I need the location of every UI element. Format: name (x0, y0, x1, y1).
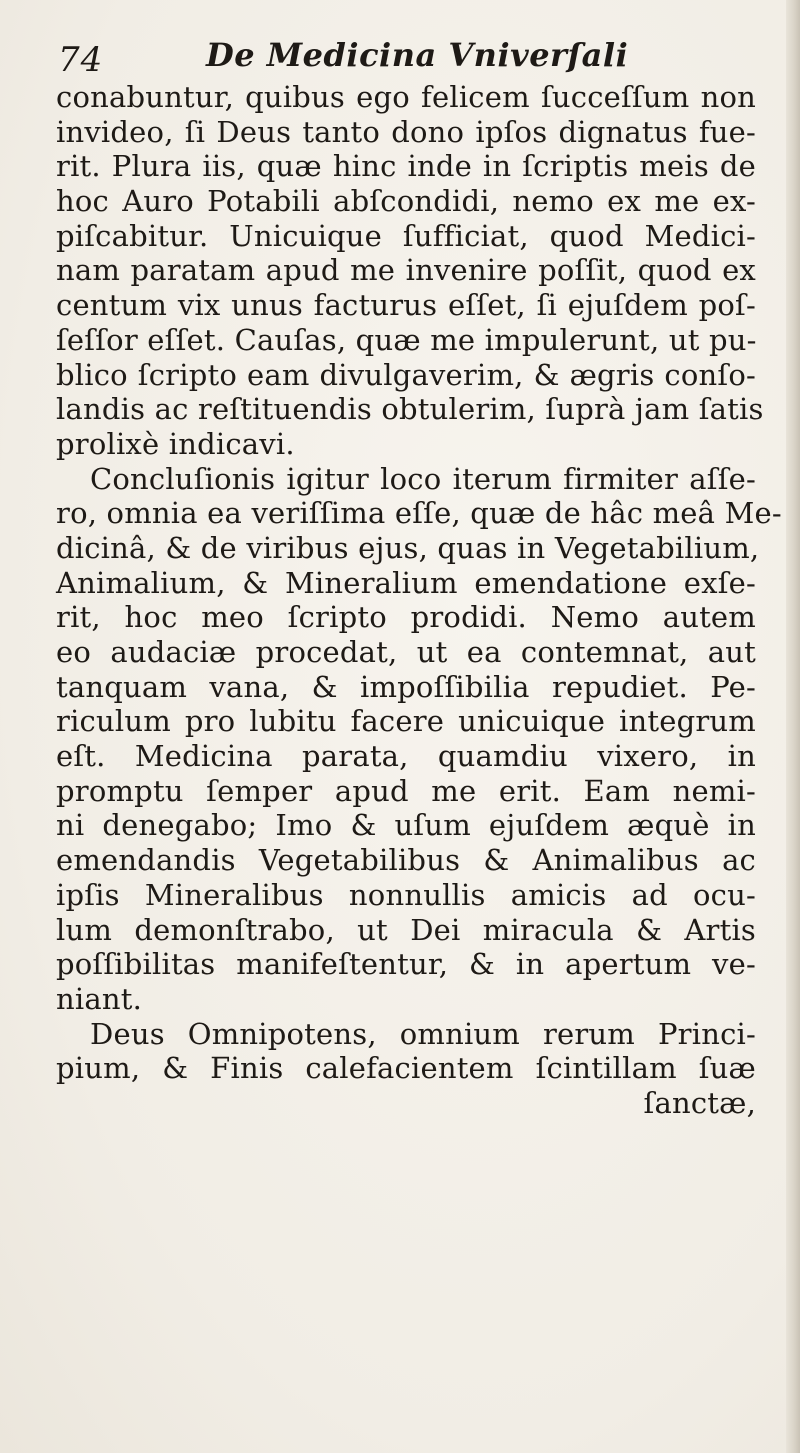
text-line: eo audaciæ procedat, ut ea contemnat, aut (56, 635, 756, 669)
text-line: pium, & Finis calefacientem ſcintillam ſuæ (56, 1051, 756, 1086)
binding-edge (786, 0, 800, 1453)
text-line: centum vix unus facturus eſſet, ſi ejuſdem poſ- (56, 288, 756, 323)
text-line: rit, hoc meo ſcripto prodidi. Nemo autem (56, 600, 756, 635)
text-line: lum demonſtrabo, ut Dei miracula & Artis (56, 912, 756, 947)
text-line: conabuntur, quibus ego felicem ſucceſſum non (56, 80, 756, 114)
text-line: Animalium, & Mineralium emendatione exſe- (56, 565, 756, 600)
text-line: Deus Omnipotens, omnium rerum Princi- (90, 1016, 756, 1051)
text-line: eſt. Medicina parata, quamdiu vixero, in (56, 739, 756, 774)
text-line: ni denegabo; Imo & uſum ejuſdem æquè in (56, 808, 756, 843)
running-title: De Medicina Vniverſali (206, 36, 629, 74)
text-line: landis ac reſtituendis obtulerim, ſuprà jam ſatis (56, 392, 764, 427)
text-line: promptu ſemper apud me erit. Eam nemi- (56, 773, 756, 808)
text-line: hoc Auro Potabili abſcondidi, nemo ex me ex- (56, 184, 756, 219)
text-line: ipſis Mineralibus nonnullis amicis ad ocu- (56, 877, 756, 912)
text-line: nam paratam apud me invenire poſſit, quod ex (56, 253, 756, 288)
text-line: ro, omnia ea veriſſima eſſe, quæ de hâc meâ Me- (56, 496, 782, 531)
text-line: blico ſcripto eam divulgaverim, & ægris conſo- (56, 357, 756, 392)
catchword: ſanctæ, (643, 1085, 756, 1120)
body-text (56, 80, 782, 1121)
text-line: tanquam vana, & impoſſibilia repudiet. Pe- (56, 669, 756, 704)
text-line: dicinâ, & de viribus ejus, quas in Vegetabilium, (56, 530, 760, 565)
text-line: invideo, ſi Deus tanto dono ipſos dignatus fue- (56, 114, 756, 149)
text-line: piſcabitur. Unicuique ſufficiat, quod Medici- (56, 218, 756, 253)
text-line: niant. (56, 981, 142, 1016)
text-line: emendandis Vegetabilibus & Animalibus ac (56, 843, 756, 878)
text-line: ſeſſor eſſet. Cauſas, quæ me impulerunt, ut pu- (56, 322, 757, 357)
page-header (58, 36, 758, 80)
text-line: rit. Plura iis, quæ hinc inde in ſcriptis meis de (56, 149, 756, 184)
text-line: Concluſionis igitur loco iterum firmiter aſſe- (90, 461, 756, 496)
text-line: prolixè indicavi. (56, 426, 295, 461)
text-line: riculum pro lubitu facere unicuique integrum (56, 704, 756, 739)
text-line: poſſibilitas manifeſtentur, & in apertum ve- (56, 947, 756, 982)
page-number: 74 (58, 40, 104, 80)
